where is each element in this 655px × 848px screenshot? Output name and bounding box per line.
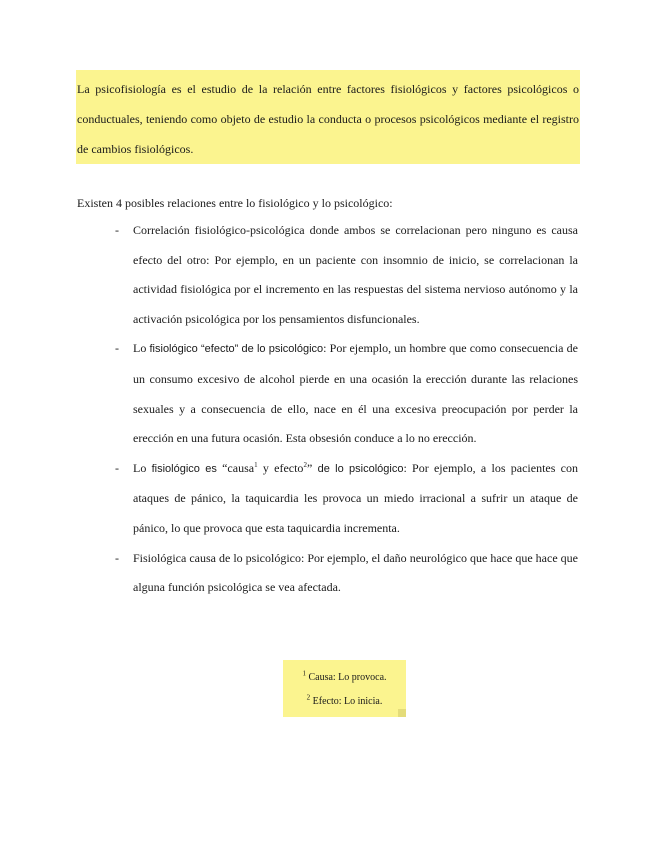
- list-item-text: Correlación fisiológico-psicológica donde ambos se correlacionan pero ninguno es causa efecto del otro: Por ejemplo, en un paciente con insomnio de inicio, se correlacionan la actividad fisiológica por el incremento en las respuestas del sistema nervioso autónomo y la activación psicológica por los pensamientos disfuncionales.: [133, 223, 578, 326]
- list-item-prefix: Lo: [133, 460, 152, 475]
- intro-paragraph: La psicofisiología es el estudio de la relación entre factores fisiológicos y factores psicológicos o conductuales, teniendo como objeto de estudio la conducta o procesos psicológicos mediante el registro de cambios fisiológicos.: [77, 82, 579, 156]
- footnote-marker-1[interactable]: 1: [254, 460, 258, 469]
- intro-highlight-box: [76, 70, 580, 164]
- list-bullet: -: [115, 460, 119, 475]
- list-item-text: Fisiológica causa de lo psicológico: Por ejemplo, el daño neurológico que hace que hace que alguna función psicológica se vea afectada.: [133, 550, 578, 595]
- list-item-term: fisiológico es: [151, 462, 217, 475]
- efecto-word: y efecto: [257, 460, 304, 475]
- list-bullet: -: [115, 341, 119, 356]
- list-bullet: -: [115, 550, 119, 565]
- page-curl-icon: [398, 709, 406, 717]
- footnote-marker-2[interactable]: 2: [303, 460, 307, 469]
- footnote-line-2: [283, 690, 406, 714]
- list-item: [115, 544, 578, 603]
- list-item-prefix: Lo: [133, 341, 150, 356]
- footnote-line-1: [283, 666, 406, 690]
- list-item: [115, 216, 578, 334]
- relations-list: [0, 216, 655, 603]
- close-quote: ”: [306, 460, 313, 475]
- relations-lead-sentence: Existen 4 posibles relaciones entre lo fisiológico y lo psicológico:: [77, 196, 393, 210]
- list-item-term: de lo psicológico: [312, 462, 404, 475]
- list-bullet: -: [115, 223, 119, 237]
- list-item: [115, 454, 578, 544]
- footnote-sticky-note: [283, 660, 406, 717]
- footnote-number-1: 1: [302, 669, 306, 678]
- footnote-text-1: Causa: Lo provoca.: [305, 672, 387, 683]
- causa-word: “causa: [216, 460, 255, 475]
- list-item-term: fisiológico “efecto” de lo psicológico: [149, 343, 324, 356]
- footnote-number-2: 2: [306, 693, 311, 702]
- footnote-text-2: Efecto: Lo inicia.: [310, 696, 383, 707]
- list-item-text: : Por ejemplo, a los pacientes con ataques de pánico, la taquicardia les provoca un miedo irracional a sufrir un ataque de pánico, lo que provoca que esta taquicardia incrementa.: [133, 460, 578, 535]
- list-item-text: : Por ejemplo, un hombre que como consecuencia de un consumo excesivo de alcohol pierde en una ocasión la erección durante las relaciones sexuales y a consecuencia de ello, nace en él una excesiva preocupación por perder la erección en una futura ocasión. Esta obsesión conduce a lo no erección.: [133, 341, 578, 446]
- list-item: [115, 334, 578, 453]
